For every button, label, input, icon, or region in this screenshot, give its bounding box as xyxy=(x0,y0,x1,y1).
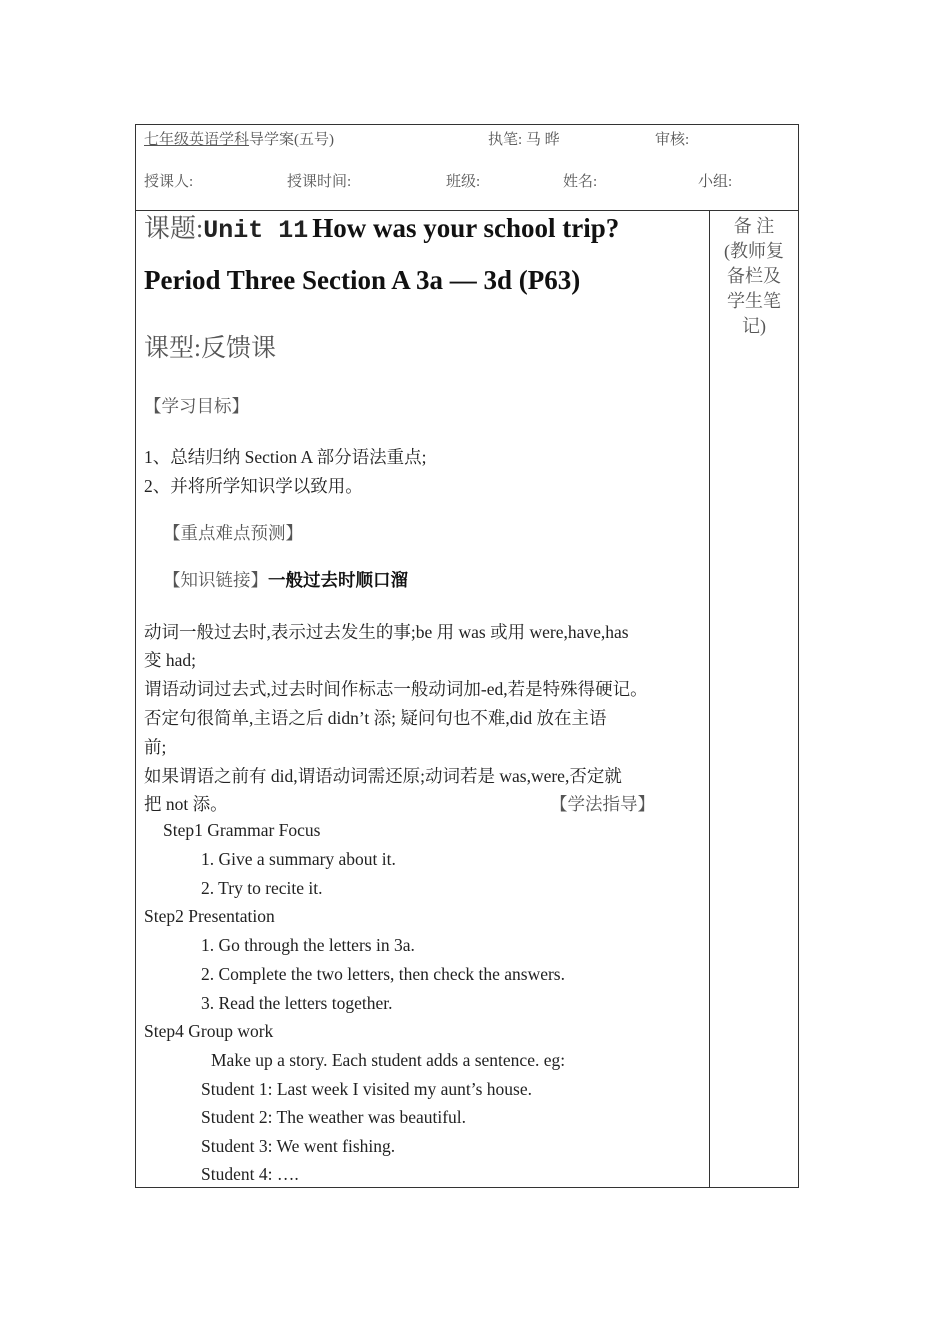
lesson-title xyxy=(144,208,619,245)
reviewer-label: 审核: xyxy=(655,132,690,148)
rhyme-line: 动词一般过去时,表示过去发生的事;be 用 was 或用 were,have,has xyxy=(144,622,629,642)
step2-item: 3. Read the letters together. xyxy=(201,993,393,1013)
topic-label: 课题: xyxy=(144,214,204,243)
step4-item: Student 3: We went fishing. xyxy=(201,1136,396,1156)
doc-type: 导学案(五号) xyxy=(249,132,335,148)
rhyme-line: 把 not 添。 xyxy=(144,794,228,814)
notes-line: 记) xyxy=(742,316,766,336)
step4-heading: Step4 Group work xyxy=(144,1021,274,1041)
step4-item: Student 2: The weather was beautiful. xyxy=(201,1107,467,1127)
step2-item: 2. Complete the two letters, then check the answers. xyxy=(201,964,565,984)
notes-line: 学生笔 xyxy=(727,291,781,311)
notes-line: 备 注 xyxy=(733,216,775,236)
field-time: 授课时间: xyxy=(287,174,352,190)
keypoints-heading: 【重点难点预测】 xyxy=(163,523,303,543)
knowledge-heading-line xyxy=(163,567,408,592)
step2-heading: Step2 Presentation xyxy=(144,906,275,926)
knowledge-title: 一般过去时顺口溜 xyxy=(268,570,408,590)
rhyme-line: 谓语动词过去式,过去时间作标志一般动词加-ed,若是特殊得硬记。 xyxy=(144,679,648,699)
lesson-type: 课型:反馈课 xyxy=(144,335,276,362)
rhyme-line: 前; xyxy=(144,737,167,757)
goal-item: 1、总结归纳 Section A 部分语法重点; xyxy=(144,447,427,467)
step2-item: 1. Go through the letters in 3a. xyxy=(201,935,415,955)
field-name: 姓名: xyxy=(563,174,598,190)
knowledge-heading: 【知识链接】 xyxy=(163,570,268,590)
goals-heading: 【学习目标】 xyxy=(144,396,249,416)
notes-line: (教师复 xyxy=(724,241,784,261)
grade-subject: 七年级英语学科 xyxy=(144,132,250,148)
step4-item: Student 1: Last week I visited my aunt’s house. xyxy=(201,1079,532,1099)
header-title xyxy=(144,128,334,149)
unit-title: How was your school trip? xyxy=(312,213,620,243)
field-teacher: 授课人: xyxy=(144,174,194,190)
step1-item: 1. Give a summary about it. xyxy=(201,849,396,869)
rhyme-line: 如果谓语之前有 did,谓语动词需还原;动词若是 was,were,否定就 xyxy=(144,766,622,786)
rhyme-line: 否定句很简单,主语之后 didn’t 添; 疑问句也不难,did 放在主语 xyxy=(144,708,607,728)
step4-item: Student 4: …. xyxy=(201,1164,299,1184)
notes-column-title xyxy=(710,214,798,339)
unit-code: Unit 11 xyxy=(203,216,309,245)
step1-item: 2. Try to recite it. xyxy=(201,878,323,898)
step1-heading: Step1 Grammar Focus xyxy=(163,820,321,840)
rhyme-line: 变 had; xyxy=(144,650,197,670)
step4-intro: Make up a story. Each student adds a sentence. eg: xyxy=(211,1050,566,1070)
notes-line: 备栏及 xyxy=(727,266,781,286)
field-group: 小组: xyxy=(698,174,733,190)
method-heading: 【学法指导】 xyxy=(550,794,655,814)
field-class: 班级: xyxy=(446,174,481,190)
goal-item: 2、并将所学知识学以致用。 xyxy=(144,476,363,496)
author-label: 执笔: 马 晔 xyxy=(488,132,560,148)
period-line: Period Three Section A 3a — 3d (P63) xyxy=(144,265,581,295)
notes-column-divider xyxy=(709,210,710,1188)
